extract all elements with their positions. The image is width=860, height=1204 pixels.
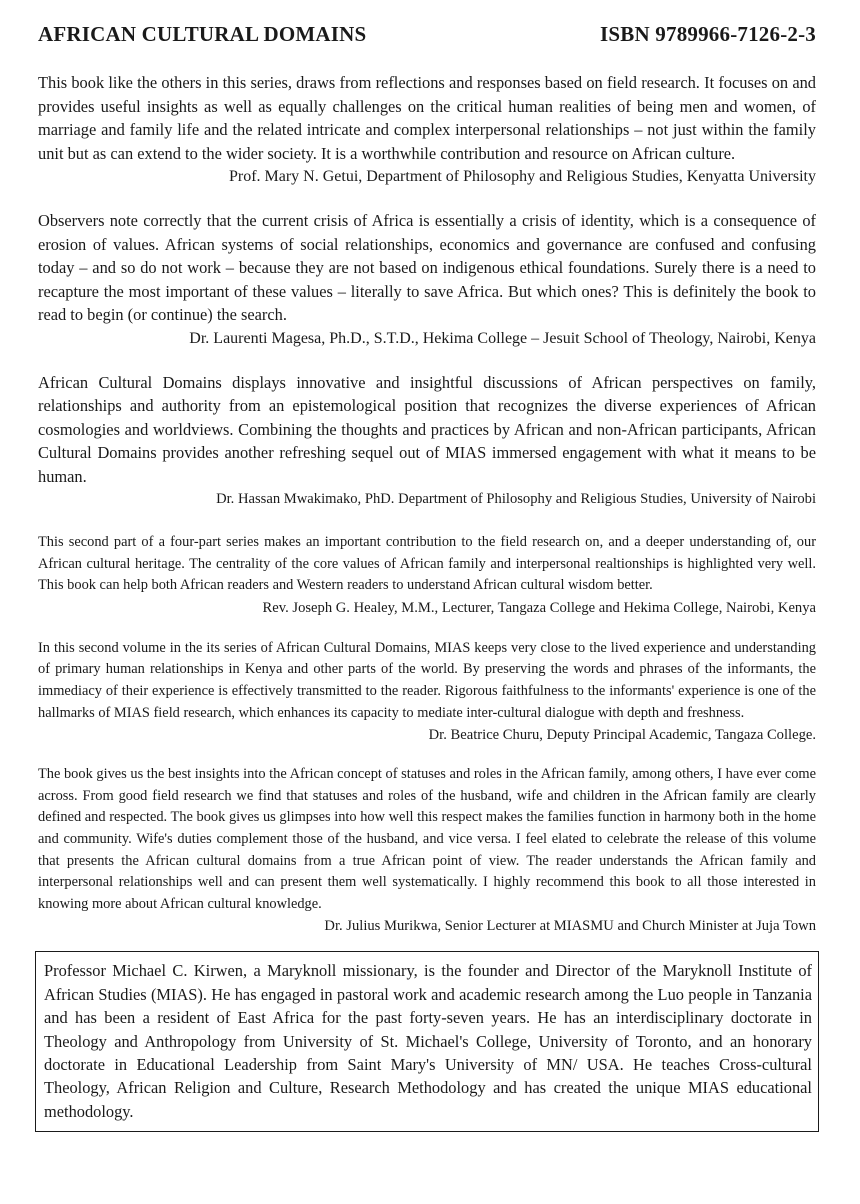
review-text: This second part of a four-part series makes an important contribution to the field research on, and a deeper understanding of, our African cultural heritage. The centrality of the core values of African family and interpersonal realtionships is highlighted very well. This book can help both African readers and Western readers to understand African cultural wisdom better. (38, 534, 816, 594)
review (38, 764, 816, 937)
review-text: Observers note correctly that the current crisis of Africa is essentially a crisis of identity, which is a consequence of erosion of values. African systems of social relationships, economics and governance are confused and confusing today – and so do not work – because they are not based on indigenous ethical foundations. Surely there is a need to recapture the most important of these values – literally to save Africa. But which ones? This is definitely the book to read to begin (or continue) the search. (38, 211, 816, 324)
review (38, 71, 816, 189)
back-cover (38, 22, 816, 1132)
review-text: African Cultural Domains displays innovative and insightful discussions of African perspectives on family, relationships and authority from an epistemological position that recognizes the diverse experiences of African cosmologies and worldviews. Combining the thoughts and practices by African and non-African participants, African Cultural Domains provides another refreshing sequel out of MIAS immersed engagement with what it means to be human. (38, 372, 816, 486)
review-attribution: Prof. Mary N. Getui, Department of Philosophy and Religious Studies, Kenyatta University (228, 168, 816, 185)
review (38, 371, 816, 511)
review-attribution: Dr. Julius Murikwa, Senior Lecturer at MIASMU and Church Minister at Juja Town (324, 918, 816, 935)
review (38, 532, 816, 619)
author-bio-text: Professor Michael C. Kirwen, a Maryknoll missionary, is the founder and Director of the Maryknoll Institute of African Studies (MIAS). He has engaged in pastoral work and academic research among the Luo people in Tanzania and has been a resident of East Africa for the past forty-seven years. He has an interdisciplinary doctorate in Theology and Anthropology from University of St. Michael's College, University of Toronto, and an honorary doctorate in Educational Leadership from Saint Mary's University of MN/ USA. He teaches Cross-cultural Theology, African Religion and Culture, Research Methodology and has created the unique MIAS educational methodology. (44, 961, 812, 1121)
review-attribution: Dr. Hassan Mwakimako, PhD. Department of Philosophy and Religious Studies, University of Nairobi (216, 491, 816, 507)
review-text: This book like the others in this series, draws from reflections and responses based on field research. It focuses on and provides useful insights as well as equally challenges on the critical human realities of being men and women, of marriage and family life and the related intricate and complex interpersonal relationships – not just within the family unit but as can extend to the wider society. It is a worthwhile contribution and resource on African culture. (38, 73, 816, 163)
header (38, 22, 816, 47)
review (38, 209, 816, 351)
review-text: The book gives us the best insights into the African concept of statuses and roles in the African family, among others, I have ever come across. From good field research we find that statuses and roles of the husband, wife and children in the African family are clearly defined and respected. The book gives us glimpses into how well this respect makes the families function in harmony both in the home and community. Wife's duties complement those of the husband, and vice versa. I feel elated to celebrate the release of this volume that presents the African cultural domains from a true African point of view. The reader understands the African family and interpersonal relationships well and can present them well systematically. I highly recommend this book to all those interested in knowing more about African cultural knowledge. (38, 766, 816, 912)
review-attribution: Dr. Laurenti Magesa, Ph.D., S.T.D., Hekima College – Jesuit School of Theology, Nairobi, Kenya (189, 329, 816, 347)
book-title: AFRICAN CULTURAL DOMAINS (38, 22, 367, 46)
author-bio-box (35, 951, 819, 1132)
review-attribution: Dr. Beatrice Churu, Deputy Principal Academic, Tangaza College. (428, 727, 816, 744)
review-attribution: Rev. Joseph G. Healey, M.M., Lecturer, Tangaza College and Hekima College, Nairobi, Kenya (262, 599, 816, 616)
isbn: ISBN 9789966-7126-2-3 (600, 22, 816, 46)
review (38, 638, 816, 746)
review-text: In this second volume in the its series of African Cultural Domains, MIAS keeps very close to the lived experience and understanding of primary human relationships in Kenya and other parts of the world. By preserving the words and phrases of the informants, the immediacy of their experience is effectively transmitted to the reader. Rigorous faithfulness to the informants' experience is one of the hallmarks of MIAS field research, which enhances its capacity to mediate inter-cultural dialogue with depth and freshness. (38, 639, 816, 721)
